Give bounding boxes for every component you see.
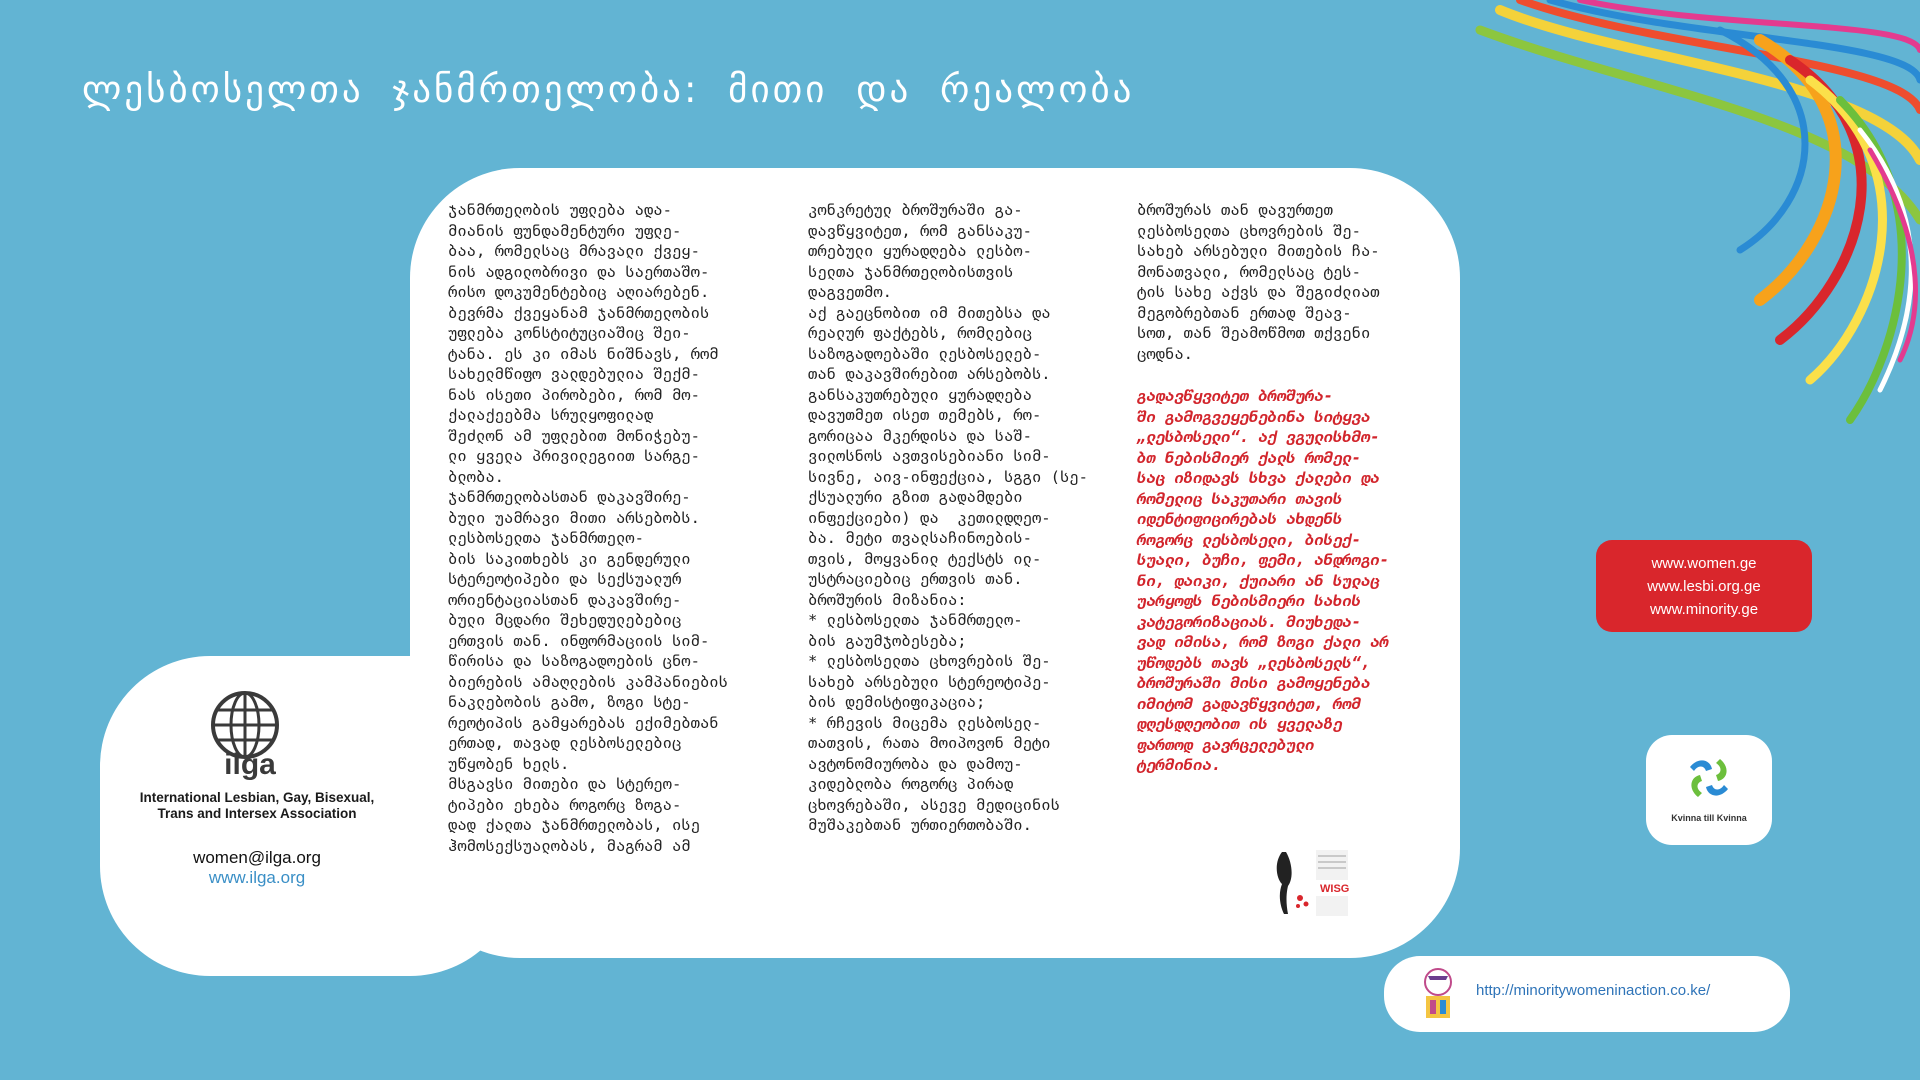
mwa-link-bar bbox=[1384, 956, 1790, 1032]
wisg-label: WISG bbox=[1320, 883, 1350, 895]
website-link-minority[interactable]: www.minority.ge bbox=[1649, 600, 1759, 618]
website-link-lesbi[interactable]: www.lesbi.org.ge bbox=[1647, 577, 1761, 595]
text-column-3 bbox=[1137, 200, 1471, 776]
ilga-organization-name bbox=[112, 790, 402, 822]
hands-icon bbox=[1684, 753, 1734, 803]
text-column-3-body: ბროშურას თან დავურთეთ ლესბოსელთა ცხოვრების შე- სახებ არსებული მითების ჩა- მონათვალი, რომელსაც ტეს- ტის სახე აქვს და შეგიძლიათ მეგობრებთან ერთად შეავ- სოთ, თან შეამოწმოთ თქვენი ცოდნა. bbox=[1137, 201, 1380, 363]
red-note: გადავწყვიტეთ ბროშურა- ში გამოგვეყენებინა სიტყვა „ლესბოსელი“. აქ ვგულისხმო- ბთ ნებისმიერ ქალს რომელ- საც იზიდავს სხვა ქალები და რომელიც საკუთარი თავის იდენტიფიცირებას ახდენს როგორც ლესბოსელი, ბისექ- სუალი, ბუჩი, ფემი, ანდროგი- ნი, დაიკი, ქუიარი ან სულაც უარყოფს ნებისმიერი სახის კატეგორიზაციას. მიუხედა- ვად იმისა, რომ ზოგი ქალი არ უწოდებს თავს „ლესბოსელს“, ბროშურაში მისი გამოყენება იმიტომ გადავწყვიტეთ, რომ დღესდღეობით ის ყველაზე ფართოდ გავრცელებული ტერმინია. bbox=[1137, 387, 1389, 774]
mwa-website-link[interactable]: http://minoritywomeninaction.co.ke/ bbox=[1476, 982, 1711, 999]
wisg-logo bbox=[1270, 848, 1350, 918]
ilga-email[interactable]: women@ilga.org bbox=[193, 848, 321, 867]
text-column-1: ჯანმრთელობის უფლება ადა- მიანის ფუნდამენტური უფლე- ბაა, რომელსაც მრავალი ქვეყ- ნის ადგილობრივი და საერთაშო- რისო დოკუმენტებიც აღიარებენ. ბევრმა ქვეყანამ ჯანმრთელობის უფლება კონსტიტუციაშიც შეი- ტანა. ეს კი იმას ნიშნავს, რომ სახელმწიფო ვალდებულია შექმ- ნას ისეთი პირობები, რომ მო- ქალაქეებმა სრულყოფილად შეძლონ ამ უფლებით მონიჭებუ- ლი ყველა პრივილეგიით სარგე- ბლობა. ჯანმრთელობასთან დაკავშირე- ბული უამრავი მითი არსებობს. ლესბოსელთა ჯანმრთელო- ბის საკითხებს კი გენდერული სტერეოტიპები და სექსუალურ ორიენტაციასთან დაკავშირე- ბული მცდარი შეხედულებებიც ერთვის თან. ინფორმაციის სიმ- წირისა და საზოგადოების ცნო- ბიერების ამაღლების კამპანიების ნაკლებობის გამო, ზოგი სტე- რეოტიპის გამყარებას ექიმებთან ერთად, თავად ლესბოსელებიც უწყობენ ხელს. მსგავსი მითები და სტერეო- ტიპები ეხება როგორც ზოგა- დად ქალთა ჯანმრთელობას, ისე ჰომოსექსუალობას, მაგრამ ამ bbox=[448, 201, 728, 855]
mwa-logo bbox=[1410, 966, 1466, 1024]
ilga-org-line-1: International Lesbian, Gay, Bisexual, bbox=[139, 790, 375, 805]
page-title: ლესბოსელთა ჯანმრთელობა: მითი და რეალობა bbox=[82, 68, 1135, 111]
ilga-website-link[interactable]: www.ilga.org bbox=[208, 868, 306, 887]
ilga-logo-text: ilga bbox=[224, 748, 276, 781]
rainbow-ribbons-decoration bbox=[1460, 0, 1920, 440]
kvinna-till-kvinna-logo bbox=[1646, 735, 1772, 845]
kvinna-label: Kvinna till Kvinna bbox=[1671, 813, 1747, 823]
ilga-org-line-2: Trans and Intersex Association bbox=[157, 806, 357, 821]
website-link-women[interactable]: www.women.ge bbox=[1651, 554, 1757, 572]
text-column-2: კონკრეტულ ბროშურაში გა- დავწყვიტეთ, რომ განსაკუ- თრებული ყურადღება ლესბო- სელთა ჯანმრთელობისთვის დაგვეთმო. აქ გაეცნობით იმ მითებსა და რეალურ ფაქტებს, რომლებიც საზოგადოებაში ლესბოსელებ- თან დაკავშირებით არსებობს. განსაკუთრებული ყურადღება დავუთმეთ ისეთ თემებს, რო- გორიცაა მკერდისა და საშ- ვილოსნოს ავთვისებიანი სიმ- სივნე, აივ-ინფექცია, სგგი (სე- ქსუალური გზით გადამდები ინფექციები) და კეთილდღეო- ბა. მეტი თვალსაჩინოების- თვის, მოყვანილ ტექსტს ილ- უსტრაციებიც ერთვის თან. ბროშურის მიზანია: * ლესბოსელთა ჯანმრთელო- ბის გაუმჯობესება; * ლესბოსელთა ცხოვრების შე- სახებ არსებული სტერეოტიპე- ბის დემისტიფიკაცია; * რჩევის მიცემა ლესბოსელ- თათვის, რათა მოიპოვონ მეტი ავტონომიურობა და დამოუ- კიდებლობა როგორც პირად ცხოვრებაში, ასევე მედიცინის მუშაკებთან ურთიერთობაში. bbox=[808, 201, 1088, 834]
websites-box bbox=[1596, 540, 1812, 632]
